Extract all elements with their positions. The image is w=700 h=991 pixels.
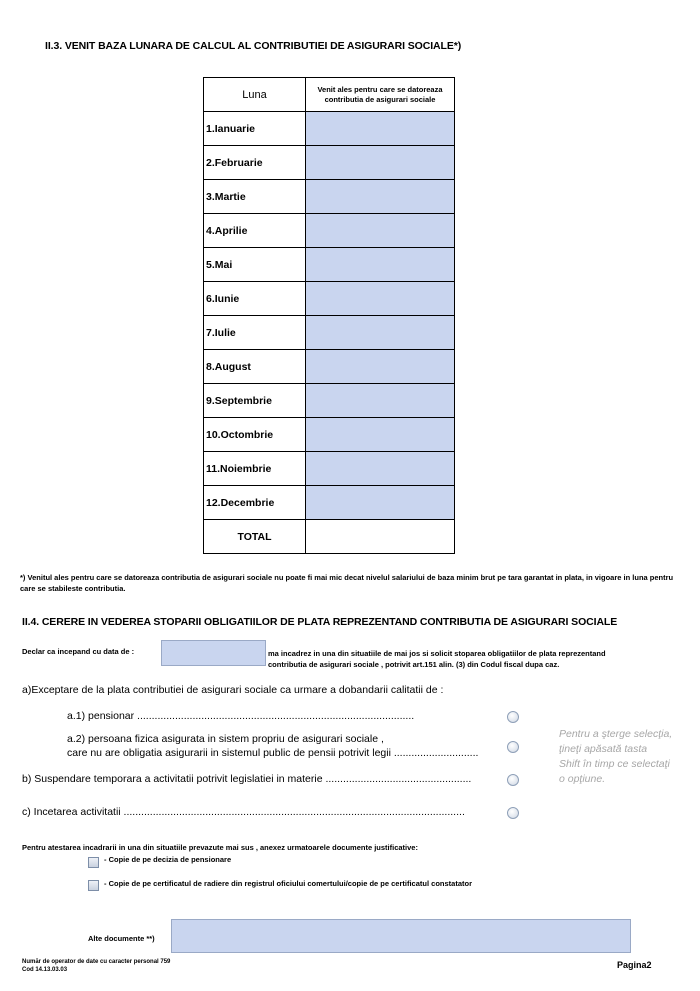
total-label: TOTAL [204,520,306,554]
month-row [204,282,455,316]
footer-operator: Număr de operator de date cu caracter personal 759 [22,959,171,965]
month-label: 7.Iulie [204,316,306,350]
option-a1-radio[interactable] [507,711,519,723]
month-income-input[interactable] [306,316,455,350]
declare-date-input[interactable] [161,640,266,666]
month-income-input[interactable] [306,384,455,418]
hint-line-4: o opţiune. [559,773,606,785]
month-row [204,180,455,214]
footnote [20,572,675,594]
month-row [204,452,455,486]
doc-pension-decision-label: - Copie de pe decizia de pensionare [104,855,232,864]
page-number: Pagina2 [617,960,652,970]
option-a1-label: a.1) pensionar ............................................................................................... [67,710,415,722]
declare-date-label: Declar ca incepand cu data de : [22,647,135,656]
footnote-text: Venitul ales pentru care se datoreaza contributia de asigurari sociale nu poate fi mai mic decat nivelul salariului de baza minim brut pe tara garantat in plata, in vigoare in luna pentru care se stabileste contributia. [20,573,674,593]
month-label: 6.Iunie [204,282,306,316]
month-rows [204,112,455,554]
radio-clear-hint [559,727,672,787]
month-income-input[interactable] [306,350,455,384]
hint-line-3: Shift în timp ce selectaţi [559,758,670,770]
month-label: 4.Aprilie [204,214,306,248]
month-income-input[interactable] [306,180,455,214]
option-a2-radio[interactable] [507,741,519,753]
month-row [204,486,455,520]
month-income-input[interactable] [306,418,455,452]
month-income-input[interactable] [306,452,455,486]
column-header-month: Luna [204,78,306,112]
month-income-input[interactable] [306,282,455,316]
month-income-input[interactable] [306,248,455,282]
month-row [204,418,455,452]
month-label: 9.Septembrie [204,384,306,418]
hint-line-1: Pentru a şterge selecţia, [559,728,673,740]
option-b-radio[interactable] [507,774,519,786]
month-row [204,350,455,384]
section-2-3-title: II.3. VENIT BAZA LUNARA DE CALCUL AL CONTRIBUTIEI DE ASIGURARI SOCIALE*) [45,40,462,52]
other-documents-label: Alte documente **) [88,934,155,943]
footnote-star: *) [20,573,26,582]
month-label: 1.Ianuarie [204,112,306,146]
option-b-label: b) Suspendare temporara a activitatii potrivit legislatiei in materie .................................................. [22,773,472,785]
doc-pension-decision-checkbox[interactable] [88,857,99,868]
month-label: 12.Decembrie [204,486,306,520]
declare-text [268,648,606,670]
option-a2-label-line-2: care nu are obligatia asigurarii in sistemul public de pensii potrivit legii ............................. [67,747,479,759]
option-c-radio[interactable] [507,807,519,819]
footer-code: Cod 14.13.03.03 [22,967,68,973]
month-income-input[interactable] [306,112,455,146]
option-a2-label-line-1: a.2) persoana fizica asigurata in sistem propriu de asigurari sociale , [67,733,384,745]
month-label: 3.Martie [204,180,306,214]
month-row [204,384,455,418]
month-row [204,214,455,248]
month-label: 2.Februarie [204,146,306,180]
month-row [204,316,455,350]
hint-line-2: ţineţi apăsată tasta [559,743,648,755]
doc-deregistration-certificate-label: - Copie de pe certificatul de radiere din registrul oficiului comertului/copie de pe certificatul constatator [104,879,472,888]
month-income-input[interactable] [306,214,455,248]
total-value [306,520,455,554]
declare-text-line-1: ma incadrez in una din situatiile de mai jos si solicit stoparea obligatiilor de plata reprezentand [268,649,606,658]
month-label: 5.Mai [204,248,306,282]
section-2-4-title: II.4. CERERE IN VEDEREA STOPARII OBLIGATIILOR DE PLATA REPREZENTAND CONTRIBUTIA DE ASIGURARI SOCIALE [22,616,618,628]
monthly-income-table [203,77,455,554]
doc-deregistration-certificate-checkbox[interactable] [88,880,99,891]
total-row [204,520,455,554]
month-row [204,112,455,146]
documents-intro: Pentru atestarea incadrarii in una din situatiile prevazute mai sus , anexez urmatoarele documente justificative: [22,843,418,852]
footer-info [22,958,170,974]
declare-text-line-2: contributia de asigurari sociale , potrivit art.151 alin. (3) din Codul fiscal dupa caz. [268,660,560,669]
other-documents-input[interactable] [171,919,631,953]
month-label: 11.Noiembrie [204,452,306,486]
month-row [204,146,455,180]
month-row [204,248,455,282]
month-label: 8.August [204,350,306,384]
month-income-input[interactable] [306,146,455,180]
column-header-income: Venit ales pentru care se datoreaza contributia de asigurari sociale [306,78,455,112]
month-label: 10.Octombrie [204,418,306,452]
month-income-input[interactable] [306,486,455,520]
option-c-label: c) Incetarea activitatii ..................................................................................................................... [22,806,465,818]
option-a-heading: a)Exceptare de la plata contributiei de asigurari sociale ca urmare a dobandarii calitatii de : [22,684,444,696]
